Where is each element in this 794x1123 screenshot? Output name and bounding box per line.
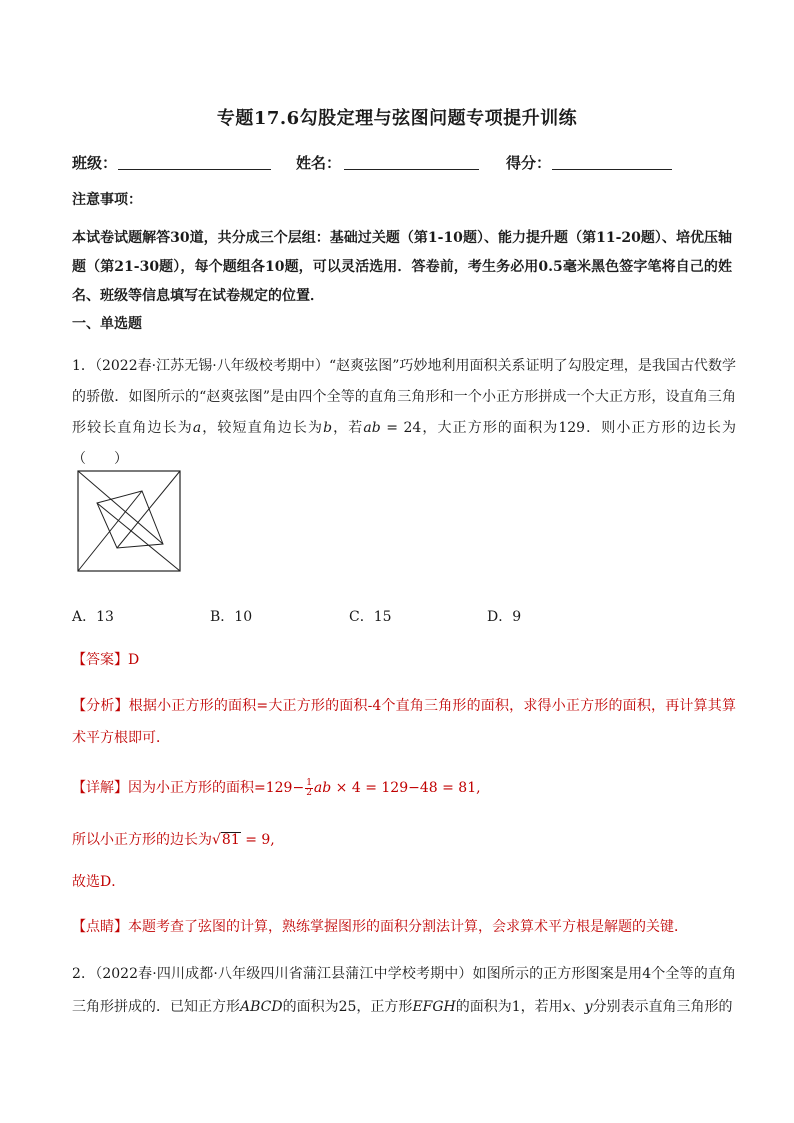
sqrt-radicand: 81	[221, 832, 240, 848]
var-y: y	[584, 999, 593, 1015]
option-label: B．	[210, 609, 235, 625]
score-label: 得分：	[506, 154, 552, 172]
notice-heading: 注意事项：	[72, 192, 142, 208]
question-number: 1．	[72, 358, 95, 374]
option-d[interactable]	[487, 606, 521, 626]
option-label: D．	[487, 609, 513, 625]
question-source: （2022春·江苏无锡·八年级校考期中）	[94, 358, 329, 374]
class-input-line[interactable]	[118, 169, 271, 170]
square-efgh: EFGH	[412, 999, 456, 1015]
name-label: 姓名：	[296, 154, 342, 172]
analysis-tag: 【分析】	[72, 698, 129, 714]
question-body: “赵爽弦图”巧妙地利用面积关系证明了勾股定理，是我国古代数学的骄傲．如图所示的“赵爽弦图”是由四个全等的直角三角形和一个小正方形拼成一个大正方形，设直角三角形较长直角边长为	[72, 358, 736, 436]
notice-body: 本试卷试题解答30道，共分成三个层组：基础过关题（第1-10题）、能力提升题（第11-20题）、培优压轴题（第21-30题），每个题组各10题，可以灵活选用．答卷前，考生务必用0.5毫米黑色签字笔将自己的姓名、班级等信息填写在试卷规定的位置．	[72, 230, 732, 304]
comment-line	[72, 913, 688, 941]
page-title: 专题17.6勾股定理与弦图问题专项提升训练	[216, 108, 578, 129]
detail-text: 因为小正方形的面积=129−	[128, 780, 305, 796]
question-source: （2022春·四川成都·八年级四川省蒲江县蒲江中学校考期中）	[95, 966, 473, 982]
option-a[interactable]	[72, 606, 114, 626]
question-body-4: 、	[570, 999, 585, 1015]
answer-line	[72, 646, 139, 674]
question-body-3: 的面积为1，若用	[455, 999, 563, 1015]
side-text-2: = 9,	[240, 832, 275, 848]
option-value: 10	[234, 609, 253, 625]
analysis-text: 根据小正方形的面积=大正方形的面积-4个直角三角形的面积，求得小正方形的面积，再计算其算术平方根即可．	[72, 698, 736, 746]
answer-tag: 【答案】	[72, 652, 128, 668]
choose-line: 故选D．	[72, 874, 126, 890]
fraction-half	[305, 779, 313, 798]
question-number: 2．	[72, 966, 96, 982]
option-label: C．	[349, 609, 374, 625]
class-label: 班级：	[72, 154, 118, 172]
option-c[interactable]	[349, 606, 392, 626]
question-2-text	[72, 958, 736, 1024]
question-body-4: = 24，大正方形的面积为129．则小正方形的边长为（ ）	[72, 420, 737, 467]
question-1-text	[72, 351, 736, 475]
detail-var: ab	[313, 780, 332, 796]
square-abcd: ABCD	[240, 999, 283, 1015]
fraction-numerator: 1	[306, 777, 312, 788]
analysis-block	[72, 690, 736, 754]
option-value: 13	[96, 609, 114, 625]
answer-value: D	[128, 652, 140, 668]
fraction-denominator: 2	[306, 787, 312, 798]
detail-text-2: × 4 = 129−48 = 81,	[331, 780, 481, 796]
option-value: 15	[373, 609, 392, 625]
var-x: x	[562, 999, 571, 1015]
var-a: a	[192, 420, 202, 436]
question-body-3: ，若	[332, 420, 364, 436]
score-input-line[interactable]	[552, 169, 672, 170]
comment-tag: 【点睛】	[72, 919, 128, 935]
option-value: 9	[512, 609, 522, 625]
option-b[interactable]	[210, 606, 252, 626]
var-b: b	[323, 420, 333, 436]
question-body: 如图所示的正方形图案是用4个全等的直角三角形拼成的．已知正方形	[72, 966, 736, 1015]
side-length-line: 所以小正方形的边长为√81 = 9,	[72, 832, 275, 848]
comment-text: 本题考查了弦图的计算，熟练掌握图形的面积分割法计算，会求算术平方根是解题的关键．	[128, 919, 688, 935]
question-body-5: 分别表示直角三角形的	[592, 999, 733, 1015]
detail-tag: 【详解】	[72, 780, 128, 796]
question-body-2: 的面积为25，正方形	[282, 999, 413, 1015]
side-text: 所以小正方形的边长为	[72, 832, 212, 848]
option-label: A．	[72, 609, 97, 625]
zhao-shuang-chord-diagram	[77, 470, 181, 572]
expr-ab: ab	[363, 420, 381, 436]
detail-line	[72, 774, 481, 802]
question-body-2: ，较短直角边长为	[201, 420, 324, 436]
section-heading: 一、单选题	[72, 316, 142, 332]
name-input-line[interactable]	[344, 169, 479, 170]
